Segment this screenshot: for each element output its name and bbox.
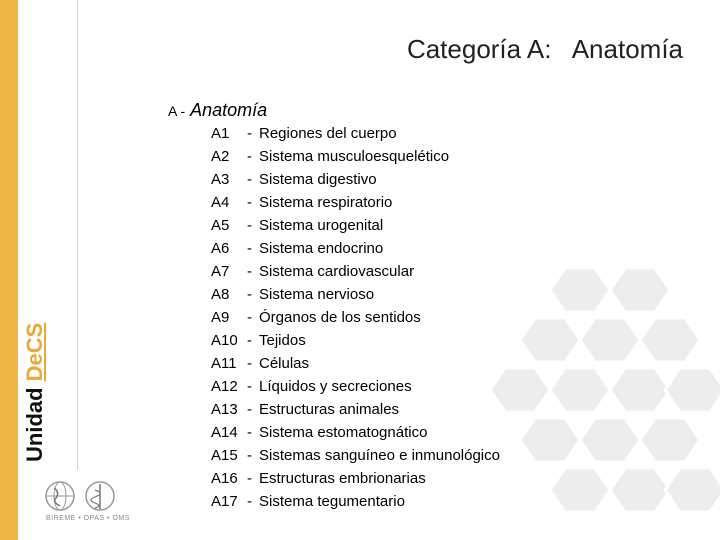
item-label: Sistema digestivo [259, 171, 377, 188]
item-label: Líquidos y secreciones [259, 378, 412, 395]
hexagon-shape [550, 468, 610, 512]
item-separator: - [247, 240, 252, 257]
item-separator: - [247, 217, 252, 234]
item-label: Sistema tegumentario [259, 493, 405, 510]
item-label: Estructuras animales [259, 401, 400, 418]
brand-logotype [20, 322, 220, 462]
hexagon-shape [520, 318, 580, 362]
item-separator: - [247, 125, 252, 142]
item-label: Órganos de los sentidos [259, 309, 421, 326]
list-item [211, 193, 500, 216]
hexagon-shape [610, 468, 670, 512]
item-separator: - [247, 332, 252, 349]
who-emblem-icon [86, 482, 114, 510]
list-item [211, 446, 500, 469]
hexagon-shape [580, 418, 640, 462]
item-separator: - [247, 401, 252, 418]
item-code: A8 [211, 286, 230, 303]
item-label: Sistema respiratorio [259, 194, 393, 211]
item-label: Sistema musculoesquelético [259, 148, 450, 165]
item-separator: - [247, 309, 252, 326]
list-item [211, 377, 500, 400]
brand-text-unidad: Unidad [22, 381, 47, 462]
item-label: Tejidos [259, 332, 306, 349]
item-code: A2 [211, 148, 230, 165]
item-label: Sistema cardiovascular [259, 263, 415, 280]
item-code: A9 [211, 309, 230, 326]
list-item [211, 147, 500, 170]
item-code: A13 [211, 401, 238, 418]
category-list [211, 124, 500, 515]
item-label: Sistema nervioso [259, 286, 375, 303]
item-label: Regiones del cuerpo [259, 125, 397, 142]
list-item [211, 400, 500, 423]
list-item [211, 262, 500, 285]
section-name: Anatomía [190, 100, 268, 120]
item-code: A10 [211, 332, 238, 349]
item-label: Células [259, 355, 310, 372]
brand-text-decs: DeCS [22, 322, 47, 382]
list-item [211, 331, 500, 354]
item-code: A4 [211, 194, 230, 211]
item-code: A12 [211, 378, 238, 395]
list-item [211, 423, 500, 446]
list-item [211, 239, 500, 262]
item-separator: - [247, 194, 252, 211]
item-label: Sistema endocrino [259, 240, 384, 257]
logo-caption: BIREME • OPAS • OMS [46, 515, 130, 522]
item-code: A14 [211, 424, 238, 441]
item-separator: - [247, 493, 252, 510]
item-separator: - [247, 171, 252, 188]
list-item [211, 124, 500, 147]
item-separator: - [247, 470, 252, 487]
item-separator: - [247, 263, 252, 280]
item-label: Sistema estomatognático [259, 424, 428, 441]
hexagon-shape [640, 318, 700, 362]
item-separator: - [247, 355, 252, 372]
item-code: A1 [211, 125, 230, 142]
list-item [211, 354, 500, 377]
item-label: Estructuras embrionarias [259, 470, 426, 487]
item-separator: - [247, 378, 252, 395]
hexagon-shape [640, 418, 700, 462]
hexagon-shape [665, 368, 720, 412]
item-separator: - [247, 286, 252, 303]
item-label: Sistema urogenital [259, 217, 384, 234]
hexagon-shape [550, 268, 610, 312]
item-code: A6 [211, 240, 230, 257]
list-item [211, 216, 500, 239]
bireme-globe-icon [46, 482, 74, 510]
hexagon-shape [580, 318, 640, 362]
item-code: A3 [211, 171, 230, 188]
hexagon-shape [610, 368, 670, 412]
slide-title: Categoría A: Anatomía [406, 34, 683, 64]
sidebar-divider [77, 0, 78, 470]
hexagon-shape [665, 468, 720, 512]
item-code: A7 [211, 263, 230, 280]
section-code: A - [168, 103, 186, 119]
list-item [211, 469, 500, 492]
item-code: A16 [211, 470, 238, 487]
sidebar-accent-strip [0, 0, 18, 540]
hexagon-shape [520, 418, 580, 462]
hexagon-shape [610, 268, 670, 312]
item-separator: - [247, 424, 252, 441]
item-code: A15 [211, 447, 238, 464]
item-code: A5 [211, 217, 230, 234]
list-item [211, 170, 500, 193]
section-heading [168, 100, 267, 121]
list-item [211, 285, 500, 308]
list-item [211, 308, 500, 331]
item-code: A11 [211, 355, 237, 372]
item-label: Sistemas sanguíneo e inmunológico [259, 447, 500, 464]
hexagon-shape [550, 368, 610, 412]
item-code: A17 [211, 493, 238, 510]
list-item [211, 492, 500, 515]
item-separator: - [247, 447, 252, 464]
item-separator: - [247, 148, 252, 165]
